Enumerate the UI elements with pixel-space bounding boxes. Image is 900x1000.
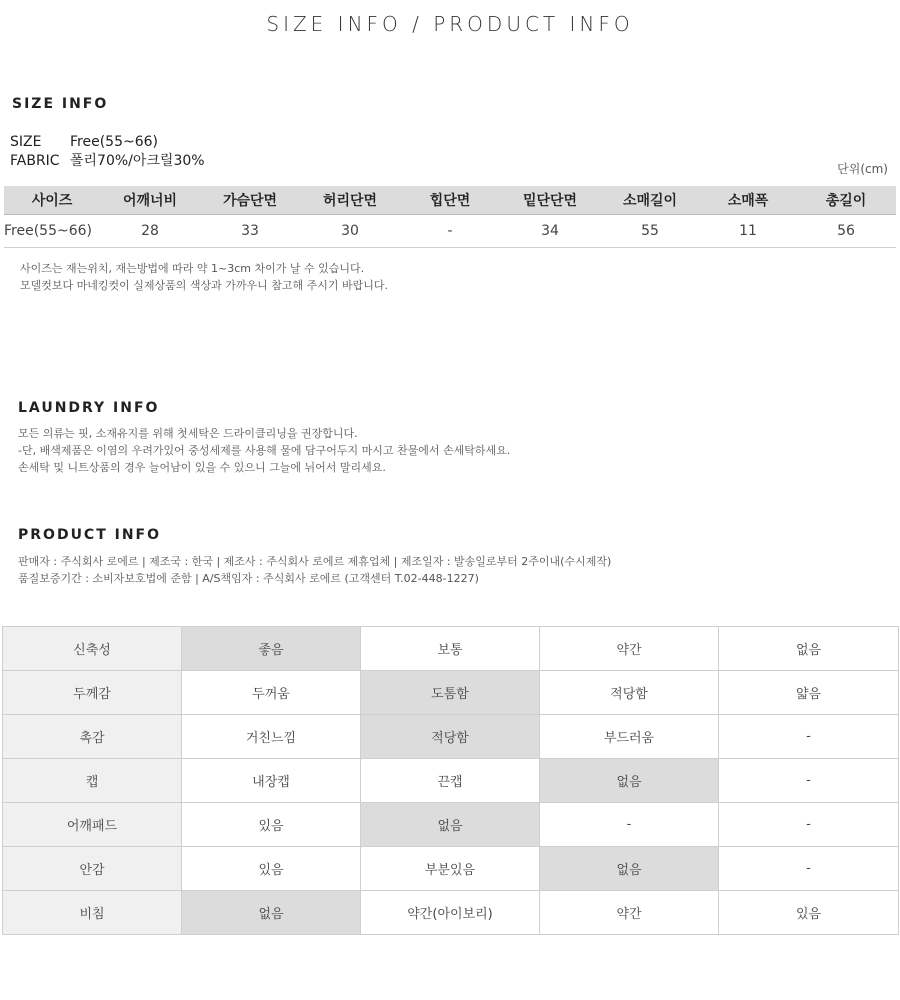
laundry-notes bbox=[18, 425, 510, 476]
size-table-cell: 11 bbox=[700, 215, 796, 248]
attribute-label: 두께감 bbox=[3, 671, 182, 715]
attribute-option: 끈캡 bbox=[361, 759, 540, 803]
size-note-line: 모델컷보다 마네킹컷이 실제상품의 색상과 가까우니 참고해 주시기 바랍니다. bbox=[20, 279, 389, 292]
attribute-option: - bbox=[719, 847, 899, 891]
attribute-option: - bbox=[540, 803, 719, 847]
fabric-value: 폴리70%/아크릴30% bbox=[70, 153, 205, 169]
unit-label: 단위(cm) bbox=[837, 162, 888, 176]
attribute-grid bbox=[2, 626, 899, 935]
attribute-option: 약간(아이보리) bbox=[361, 891, 540, 935]
attribute-option: 있음 bbox=[182, 803, 361, 847]
size-table-cell: 55 bbox=[600, 215, 700, 248]
size-table-header-row bbox=[4, 186, 896, 215]
size-spec-row bbox=[10, 134, 158, 150]
attribute-option: 얇음 bbox=[719, 671, 899, 715]
attribute-label: 어깨패드 bbox=[3, 803, 182, 847]
size-table-header: 힙단면 bbox=[400, 186, 500, 215]
size-value: Free(55~66) bbox=[70, 134, 158, 150]
attribute-option-selected: 없음 bbox=[540, 759, 719, 803]
attribute-option-selected: 적당함 bbox=[361, 715, 540, 759]
fabric-spec-row bbox=[10, 150, 205, 170]
size-table-header: 어깨너비 bbox=[100, 186, 200, 215]
attribute-label: 비침 bbox=[3, 891, 182, 935]
attribute-row bbox=[3, 847, 899, 891]
attribute-option: 약간 bbox=[540, 627, 719, 671]
size-table-header: 소매폭 bbox=[700, 186, 796, 215]
size-table bbox=[4, 186, 896, 248]
size-info-heading: SIZE INFO bbox=[12, 96, 109, 112]
attribute-option: 내장캡 bbox=[182, 759, 361, 803]
attribute-row bbox=[3, 671, 899, 715]
size-table-cell: 28 bbox=[100, 215, 200, 248]
size-table-header: 소매길이 bbox=[600, 186, 700, 215]
size-table-cell: 56 bbox=[796, 215, 896, 248]
attribute-option: - bbox=[719, 803, 899, 847]
fabric-key: FABRIC bbox=[10, 153, 60, 169]
laundry-line: 모든 의류는 핏, 소재유지를 위해 첫세탁은 드라이클리닝을 권장합니다. bbox=[18, 427, 358, 440]
attribute-row bbox=[3, 627, 899, 671]
attribute-label: 캡 bbox=[3, 759, 182, 803]
attribute-option: 보통 bbox=[361, 627, 540, 671]
attribute-option-selected: 없음 bbox=[361, 803, 540, 847]
attribute-option: - bbox=[719, 759, 899, 803]
size-key: SIZE bbox=[10, 134, 42, 150]
product-info-heading: PRODUCT INFO bbox=[18, 527, 162, 543]
attribute-label: 안감 bbox=[3, 847, 182, 891]
laundry-line: -단, 배색제품은 이염의 우려가있어 중성세제를 사용해 물에 담구어두지 마시고 찬물에서 손세탁하세요. bbox=[18, 444, 511, 457]
attribute-option: 부분있음 bbox=[361, 847, 540, 891]
product-line: 품질보증기간 : 소비자보호법에 준함 | A/S책임자 : 주식회사 로에르 (고객센터 T.02-448-1227) bbox=[18, 572, 479, 585]
attribute-option: - bbox=[719, 715, 899, 759]
size-table-header: 가슴단면 bbox=[200, 186, 300, 215]
size-table-cell: 30 bbox=[300, 215, 400, 248]
laundry-line: 손세탁 및 니트상품의 경우 늘어남이 있을 수 있으니 그늘에 뉘어서 말리세요. bbox=[18, 461, 386, 474]
size-table-header: 밑단단면 bbox=[500, 186, 600, 215]
size-table-cell: 33 bbox=[200, 215, 300, 248]
attribute-option: 있음 bbox=[719, 891, 899, 935]
size-table-cell: - bbox=[400, 215, 500, 248]
attribute-option: 거친느낌 bbox=[182, 715, 361, 759]
size-table-header: 사이즈 bbox=[4, 186, 100, 215]
attribute-row bbox=[3, 891, 899, 935]
size-table-cell: Free(55~66) bbox=[4, 215, 100, 248]
attribute-row bbox=[3, 803, 899, 847]
size-table-row bbox=[4, 215, 896, 248]
attribute-label: 촉감 bbox=[3, 715, 182, 759]
attribute-option: 없음 bbox=[719, 627, 899, 671]
attribute-option: 약간 bbox=[540, 891, 719, 935]
attribute-option-selected: 좋음 bbox=[182, 627, 361, 671]
attribute-option: 있음 bbox=[182, 847, 361, 891]
attribute-option: 부드러움 bbox=[540, 715, 719, 759]
product-notes bbox=[18, 553, 611, 587]
size-table-cell: 34 bbox=[500, 215, 600, 248]
attribute-label: 신축성 bbox=[3, 627, 182, 671]
size-table-header: 총길이 bbox=[796, 186, 896, 215]
attribute-option-selected: 도톰함 bbox=[361, 671, 540, 715]
attribute-option-selected: 없음 bbox=[182, 891, 361, 935]
page-title: SIZE INFO / PRODUCT INFO bbox=[266, 12, 634, 36]
size-note-line: 사이즈는 재는위치, 재는방법에 따라 약 1~3cm 차이가 날 수 있습니다. bbox=[20, 262, 365, 275]
attribute-option: 적당함 bbox=[540, 671, 719, 715]
attribute-row bbox=[3, 715, 899, 759]
product-line: 판매자 : 주식회사 로에르 | 제조국 : 한국 | 제조사 : 주식회사 로에르 제휴업체 | 제조일자 : 발송일로부터 2주이내(수시제작) bbox=[18, 555, 612, 568]
attribute-row bbox=[3, 759, 899, 803]
attribute-option-selected: 없음 bbox=[540, 847, 719, 891]
size-notes bbox=[20, 260, 388, 294]
laundry-info-heading: LAUNDRY INFO bbox=[18, 400, 160, 416]
size-table-header: 허리단면 bbox=[300, 186, 400, 215]
attribute-option: 두꺼움 bbox=[182, 671, 361, 715]
